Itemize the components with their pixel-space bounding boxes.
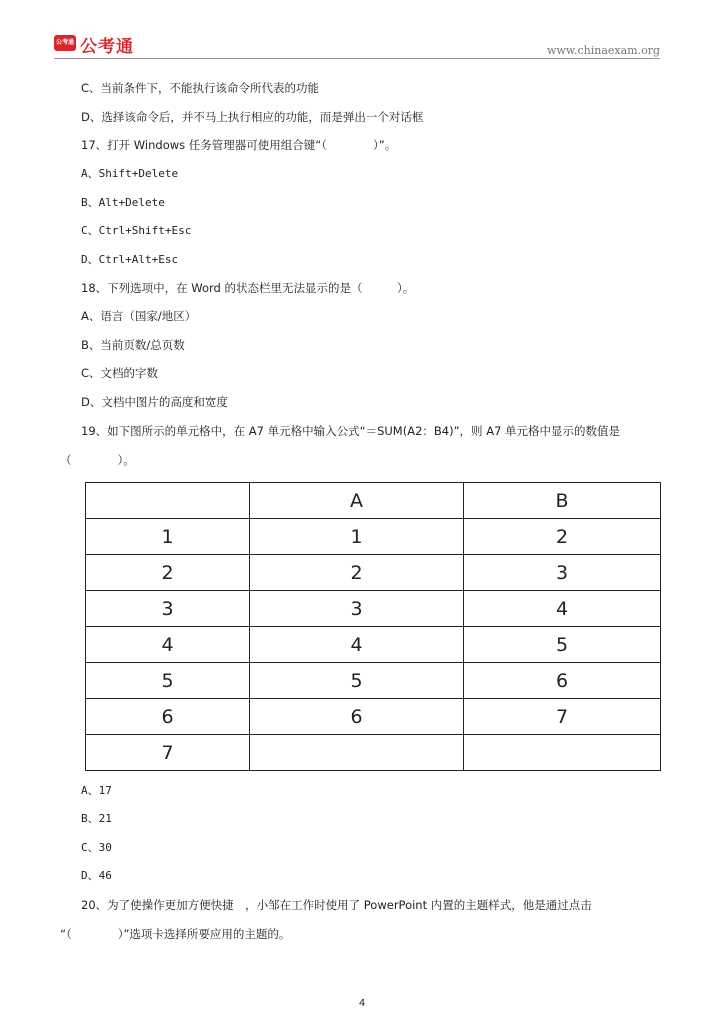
q17-option-c: C、Ctrl+Shift+Esc [81,224,192,237]
table-cell: B [464,483,661,519]
table-cell: A [250,483,464,519]
q18-stem: 18、下列选项中，在 Word 的状态栏里无法显示的是（ ）。 [81,281,415,295]
table-header-row [86,483,661,519]
table-cell: 4 [86,627,250,663]
table-cell: 3 [86,591,250,627]
table-cell: 2 [250,555,464,591]
table-cell: 2 [86,555,250,591]
q19-stem: 19、如下图所示的单元格中，在 A7 单元格中输入公式“＝SUM(A2：B4)”，则 A7 单元格中显示的数值是 [81,424,621,438]
table-row [86,663,661,699]
table-cell: 2 [464,519,661,555]
spreadsheet-table [85,482,661,771]
q17-option-a: A、Shift+Delete [81,167,179,180]
q18-option-d: D、文档中图片的高度和宽度 [81,395,228,409]
page-number: 4 [358,998,366,1009]
table-cell [464,735,661,771]
logo-icon: 公考通 [54,35,76,51]
logo-text: 公考通 [80,37,134,57]
table-row [86,699,661,735]
table-cell: 5 [86,663,250,699]
q19-option-c: C、30 [81,841,112,854]
table-cell: 6 [464,663,661,699]
q19-option-a: A、17 [81,784,112,797]
q17-option-d: D、Ctrl+Alt+Esc [81,253,179,266]
table-row [86,627,661,663]
site-url[interactable]: www.chinaexam.org [547,44,660,57]
q20-stem-continued: “（ ）”选项卡选择所要应用的主题的。 [60,927,291,941]
q19-option-d: D、46 [81,869,112,882]
q18-option-c: C、文档的字数 [81,366,159,380]
page-header [0,0,724,60]
table-cell: 3 [464,555,661,591]
q19-stem-continued: （ ）。 [60,453,135,467]
table-cell: 7 [464,699,661,735]
table-cell: 4 [250,627,464,663]
table-row [86,591,661,627]
table-cell: 1 [86,519,250,555]
header-divider [54,58,660,59]
table-cell [250,735,464,771]
table-row [86,735,661,771]
q18-option-b: B、当前页数/总页数 [81,338,185,352]
table-cell: 5 [250,663,464,699]
table-row [86,555,661,591]
q16-option-c: C、当前条件下，不能执行该命令所代表的功能 [81,81,320,95]
table-row [86,519,661,555]
table-cell: 4 [464,591,661,627]
table-cell: 6 [250,699,464,735]
q18-option-a: A、语言（国家/地区） [81,309,197,323]
q20-stem: 20、为了使操作更加方便快捷 ，小邹在工作时使用了 PowerPoint 内置的主题样式，他是通过点击 [81,898,592,912]
q17-stem: 17、打开 Windows 任务管理器可使用组合键“（ ）”。 [81,138,397,152]
q16-option-d: D、选择该命令后，并不马上执行相应的功能，而是弹出一个对话框 [81,110,424,124]
table-cell: 5 [464,627,661,663]
table-cell: 1 [250,519,464,555]
table-cell: 7 [86,735,250,771]
q17-option-b: B、Alt+Delete [81,196,165,209]
q19-option-b: B、21 [81,812,112,825]
table-cell: 6 [86,699,250,735]
table-cell: 3 [250,591,464,627]
table-cell [86,483,250,519]
